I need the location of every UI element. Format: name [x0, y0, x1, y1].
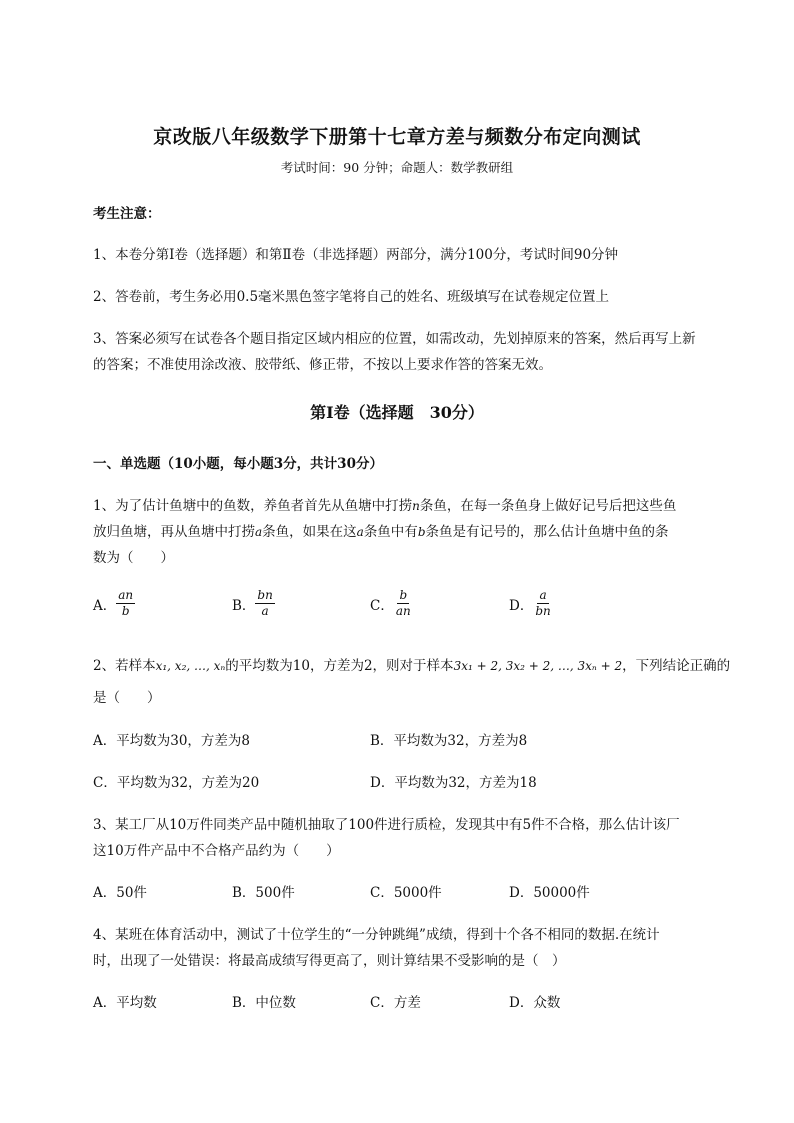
q1-text: 1、为了估计鱼塘中的鱼数，养鱼者首先从鱼塘中打捞: [93, 498, 413, 514]
option-label: A．: [93, 597, 117, 614]
q3-line-2: 这10万件产品中不合格产品约为（ ）: [93, 843, 340, 859]
notice-item-2: 2、答卷前，考生务必用0.5毫米黑色签字笔将自己的姓名、班级填写在试卷规定位置上: [93, 289, 610, 305]
q4-option-d: D．众数: [509, 995, 561, 1011]
fraction-denominator: bn: [535, 604, 551, 618]
q2-text: 2、若样本: [93, 658, 156, 674]
fraction: [116, 588, 135, 619]
q3-line-1: 3、某工厂从10万件同类产品中随机抽取了100件进行质检，发现其中有5件不合格，那么估计该厂: [93, 817, 680, 833]
part-heading: 一、单选题（10小题，每小题3分，共计30分）: [93, 456, 383, 472]
fraction-numerator: an: [118, 588, 134, 602]
notice-heading: 考生注意：: [93, 206, 161, 222]
q1-text: 条鱼，在每一条鱼身上做好记号后把这些鱼: [419, 498, 677, 514]
q2-option-b: B．平均数为32，方差为8: [370, 733, 528, 749]
q1-option-b: [232, 588, 275, 619]
q1-line-1: [93, 494, 676, 514]
section-title: 第Ⅰ卷（选择题 30分）: [310, 403, 484, 422]
fraction-numerator: bn: [257, 588, 273, 602]
option-label: D．: [509, 597, 534, 614]
q1-var-n: n: [412, 499, 420, 513]
q1-text: 条鱼，如果在这: [262, 524, 357, 540]
q2-text: 的平均数为10，方差为2，则对于样本: [225, 658, 454, 674]
q1-option-a: [93, 588, 135, 619]
q1-var-b: b: [417, 525, 426, 539]
q2-sample-2: 3x₁ + 2, 3x₂ + 2, …, 3xₙ + 2: [453, 659, 623, 673]
q2-option-c: C．平均数为32，方差为20: [93, 775, 260, 791]
q4-line-2: 时，出现了一处错误：将最高成绩写得更高了，则计算结果不受影响的是（ ）: [93, 953, 566, 969]
q3-option-b: B．500件: [232, 885, 295, 901]
fraction: [394, 588, 413, 619]
q3-option-d: D．50000件: [509, 885, 590, 901]
q1-option-d: [509, 588, 553, 619]
q4-option-a: A．平均数: [93, 995, 157, 1011]
q1-text: 条鱼中有: [363, 524, 418, 540]
q2-option-a: A．平均数为30，方差为8: [93, 733, 251, 749]
fraction-denominator: an: [395, 604, 411, 618]
option-label: B．: [232, 597, 256, 614]
q1-var-a: a: [255, 525, 263, 539]
exam-title: 京改版八年级数学下册第十七章方差与频数分布定向测试: [153, 126, 641, 148]
q1-line-3: 数为（ ）: [93, 550, 174, 566]
q4-line-1: 4、某班在体育活动中，测试了十位学生的“一分钟跳绳”成绩，得到十个各不相同的数据.在统计: [93, 927, 660, 943]
fraction: [533, 588, 552, 619]
q1-line-2: [93, 520, 669, 540]
q2-sample-1: x₁, x₂, …, xₙ: [155, 659, 226, 673]
notice-item-3: 3、答案必须写在试卷各个题目指定区域内相应的位置，如需改动，先划掉原来的答案，然后再写上新: [93, 331, 696, 347]
fraction-denominator: b: [121, 604, 130, 618]
q1-text: 放归鱼塘，再从鱼塘中打捞: [93, 524, 255, 540]
q2-line-1: [93, 654, 730, 674]
fraction-numerator: b: [399, 588, 408, 602]
fraction-denominator: a: [261, 604, 269, 618]
fraction-numerator: a: [539, 588, 547, 602]
q3-option-a: A．50件: [93, 885, 147, 901]
q2-line-2: 是（ ）: [93, 690, 161, 706]
q1-option-c: [370, 588, 413, 619]
notice-item-1: 1、本卷分第Ⅰ卷（选择题）和第Ⅱ卷（非选择题）两部分，满分100分，考试时间90分钟: [93, 247, 619, 263]
q1-var-a: a: [356, 525, 364, 539]
q3-option-c: C．5000件: [370, 885, 442, 901]
q4-option-b: B．中位数: [232, 995, 296, 1011]
q2-text: ，下列结论正确的: [622, 658, 731, 674]
fraction: [255, 588, 274, 619]
option-label: C．: [370, 597, 394, 614]
q1-text: 条鱼是有记号的，那么估计鱼塘中鱼的条: [425, 524, 669, 540]
exam-subtitle: 考试时间：90 分钟；命题人：数学教研组: [280, 160, 514, 175]
q4-option-c: C．方差: [370, 995, 421, 1011]
q2-option-d: D．平均数为32，方差为18: [370, 775, 537, 791]
notice-item-3-cont: 的答案；不准使用涂改液、胶带纸、修正带，不按以上要求作答的答案无效。: [93, 357, 552, 373]
